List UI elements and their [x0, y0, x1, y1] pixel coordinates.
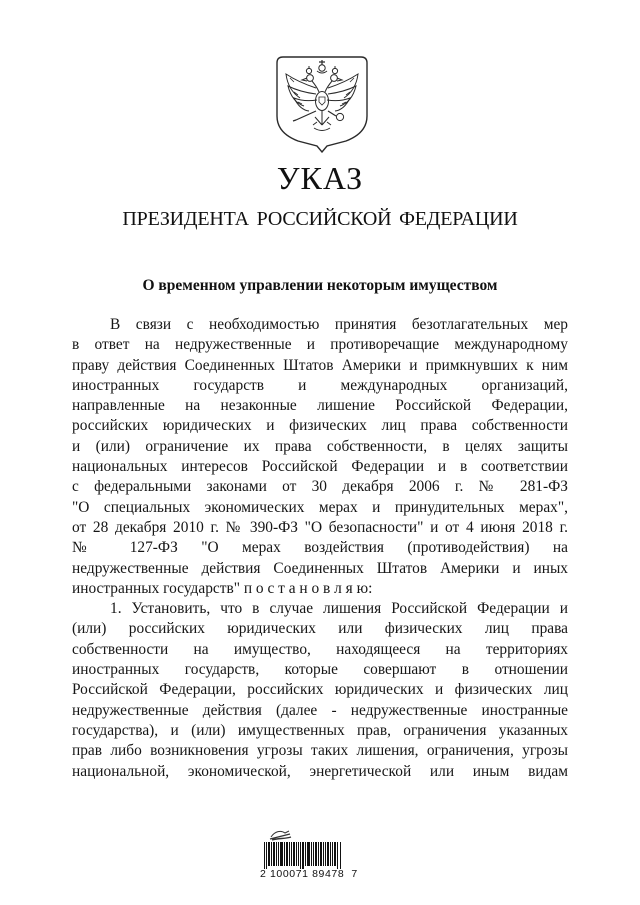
- body-line: национальной, экономической, энергетической или иным видам: [72, 762, 568, 780]
- body-line: (или) российских юридических или физических лиц права: [72, 620, 568, 638]
- body-line: недружественные действия (далее - недружественные иностранные: [72, 701, 568, 719]
- decree-title: УКАЗ: [276, 160, 364, 196]
- body-line: Российской Федерации, российских юридических и физических лиц: [72, 681, 568, 699]
- body-line: российских юридических и физических лиц права собственности: [72, 417, 568, 435]
- body-line: "О специальных экономических мерах и принудительных мерах",: [72, 498, 568, 516]
- barcode-number: 2 100071 89478 7: [260, 868, 358, 880]
- body-line: направленные на незаконные лишение Российской Федерации,: [72, 397, 568, 415]
- body-line: недружественные действия Соединенных Штатов Америки и иных: [72, 559, 568, 577]
- body-line: иностранных государств, которые совершают в отношении: [72, 661, 568, 679]
- body-line: № 127-ФЗ "О мерах воздействия (противодействия) на: [72, 539, 568, 557]
- body-line: от 28 декабря 2010 г. № 390-ФЗ "О безопасности" и от 4 июня 2018 г.: [72, 518, 568, 536]
- body-line: и (или) ограничение их права собственности, в целях защиты: [72, 437, 568, 455]
- decree-issuer: ПРЕЗИДЕНТА РОССИЙСКОЙ ФЕДЕРАЦИИ: [122, 208, 518, 230]
- double-headed-eagle-icon: [276, 56, 368, 153]
- body-line: прав либо возникновения угрозы таких лишения, ограничения, угрозы: [72, 742, 568, 760]
- body-line: национальных интересов Российской Федерации и в соответствии: [72, 458, 568, 476]
- body-line: 1. Установить, что в случае лишения Российской Федерации и: [110, 600, 568, 618]
- decree-body-text: [72, 315, 568, 782]
- stamp-squiggle-icon: [268, 829, 294, 842]
- body-line: с федеральными законами от 30 декабря 2006 г. № 281-ФЗ: [72, 478, 568, 496]
- body-line: собственности на имущество, находящееся на территориях: [72, 640, 568, 658]
- barcode: [260, 829, 356, 880]
- barcode-bars: [264, 842, 342, 869]
- body-line: иностранных государств и международных организаций,: [72, 376, 568, 394]
- coat-of-arms-emblem: [276, 56, 368, 153]
- body-line: иностранных государств" п о с т а н о в л я ю:: [72, 579, 373, 597]
- body-line: в ответ на недружественные и противоречащие международному: [72, 336, 568, 354]
- body-line: государства), и (или) имущественных прав, ограничения указанных: [72, 721, 568, 739]
- decree-subject: О временном управлении некоторым имуществом: [142, 277, 498, 294]
- body-line: праву действия Соединенных Штатов Америки и примкнувших к ним: [72, 356, 568, 374]
- body-line: В связи с необходимостью принятия безотлагательных мер: [110, 316, 568, 333]
